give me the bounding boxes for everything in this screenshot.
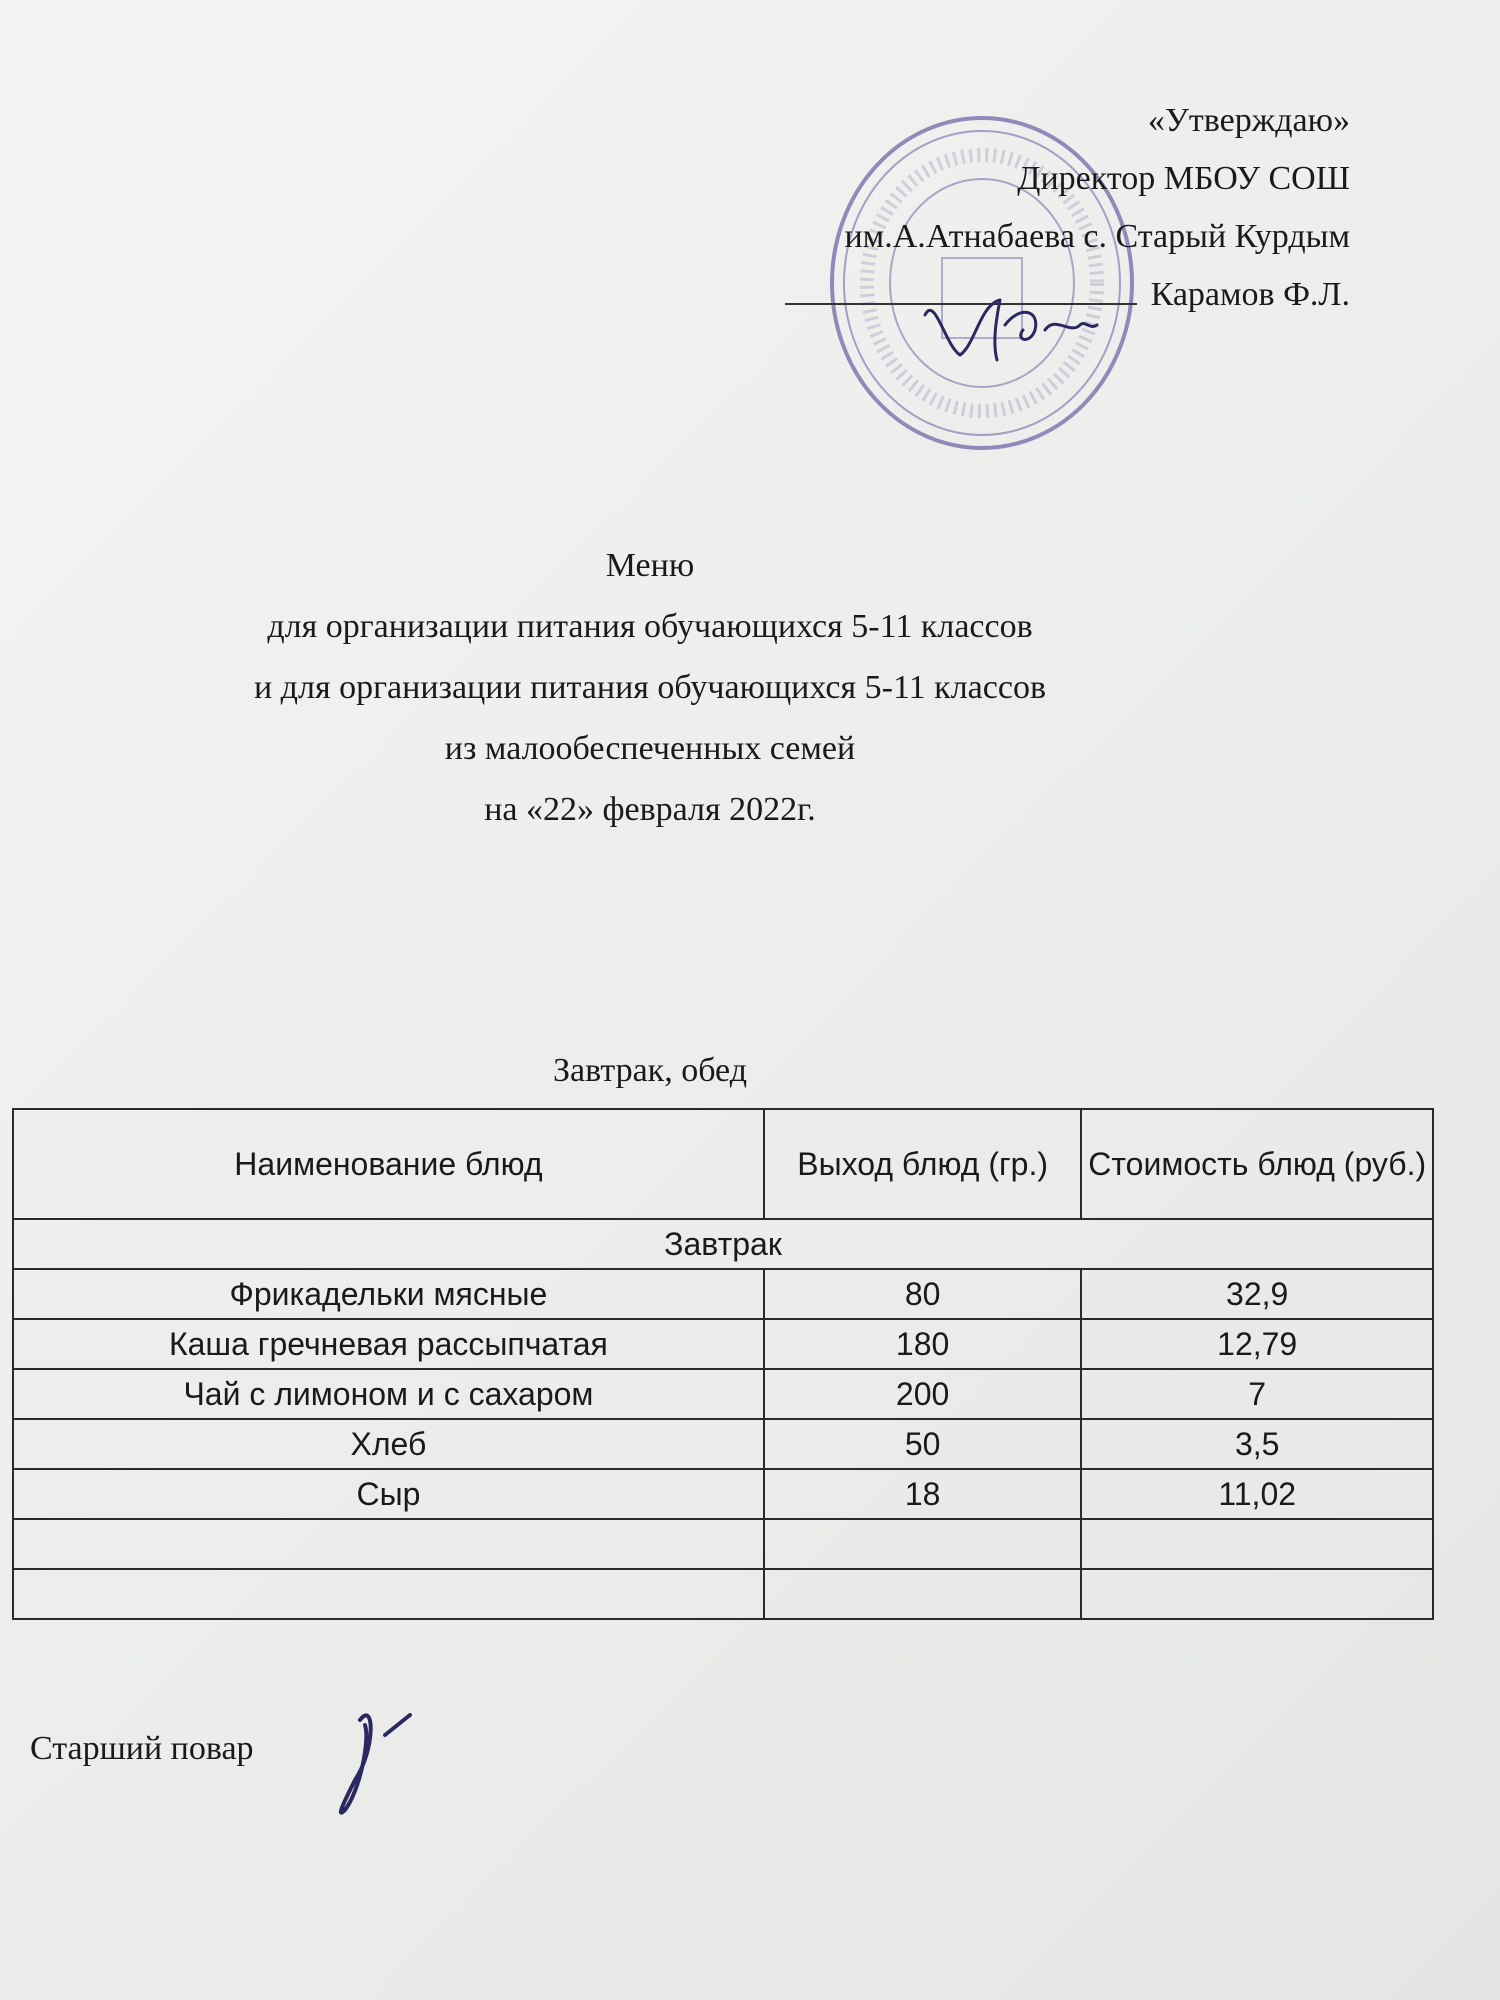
table-header-row [13,1109,1433,1219]
dish-cost: 7 [1081,1369,1433,1419]
section-caption: Завтрак, обед [552,1052,747,1089]
dish-name: Каша гречневая рассыпчатая [13,1319,764,1369]
table-row [13,1469,1433,1519]
dish-portion [764,1569,1082,1619]
title-line-4: из малообеспеченных семей [444,730,856,767]
dish-name: Хлеб [13,1419,764,1469]
dish-cost [1081,1569,1433,1619]
director-signature [905,285,1105,375]
cook-label: Старший повар [30,1730,254,1767]
dish-name: Чай с лимоном и с сахаром [13,1369,764,1419]
dish-name: Сыр [13,1469,764,1519]
table-row-empty [13,1519,1433,1569]
dish-name [13,1519,764,1569]
dish-cost: 11,02 [1081,1469,1433,1519]
dish-portion: 180 [764,1319,1082,1369]
approval-heading: «Утверждаю» [1147,102,1350,139]
approval-signatory: Карамов Ф.Л. [1150,276,1350,313]
dish-portion: 18 [764,1469,1082,1519]
dish-cost: 12,79 [1081,1319,1433,1369]
title-line-2: для организации питания обучающихся 5-11 классов [267,608,1033,645]
dish-name [13,1569,764,1619]
header-cost: Стоимость блюд (руб.) [1081,1109,1433,1219]
table-row [13,1419,1433,1469]
title-date: на «22» февраля 2022г. [484,791,816,828]
dish-name: Фрикадельки мясные [13,1269,764,1319]
approval-position: Директор МБОУ СОШ [1017,160,1350,197]
dish-portion [764,1519,1082,1569]
table-group-row [13,1219,1433,1269]
table-row [13,1369,1433,1419]
dish-cost: 3,5 [1081,1419,1433,1469]
dish-portion: 50 [764,1419,1082,1469]
group-label-breakfast: Завтрак [13,1219,1433,1269]
cook-signature [315,1690,455,1830]
dish-portion: 200 [764,1369,1082,1419]
dish-portion: 80 [764,1269,1082,1319]
document-title [150,535,1150,840]
table-row-empty [13,1569,1433,1619]
dish-cost [1081,1519,1433,1569]
table-row [13,1269,1433,1319]
header-portion: Выход блюд (гр.) [764,1109,1082,1219]
menu-table [12,1108,1434,1620]
table-row [13,1319,1433,1369]
header-dish-name: Наименование блюд [13,1109,764,1219]
title-menu: Меню [605,547,695,584]
title-line-3: и для организации питания обучающихся 5-11 классов [253,669,1046,706]
approval-school: им.А.Атнабаева с. Старый Курдым [844,218,1350,255]
dish-cost: 32,9 [1081,1269,1433,1319]
